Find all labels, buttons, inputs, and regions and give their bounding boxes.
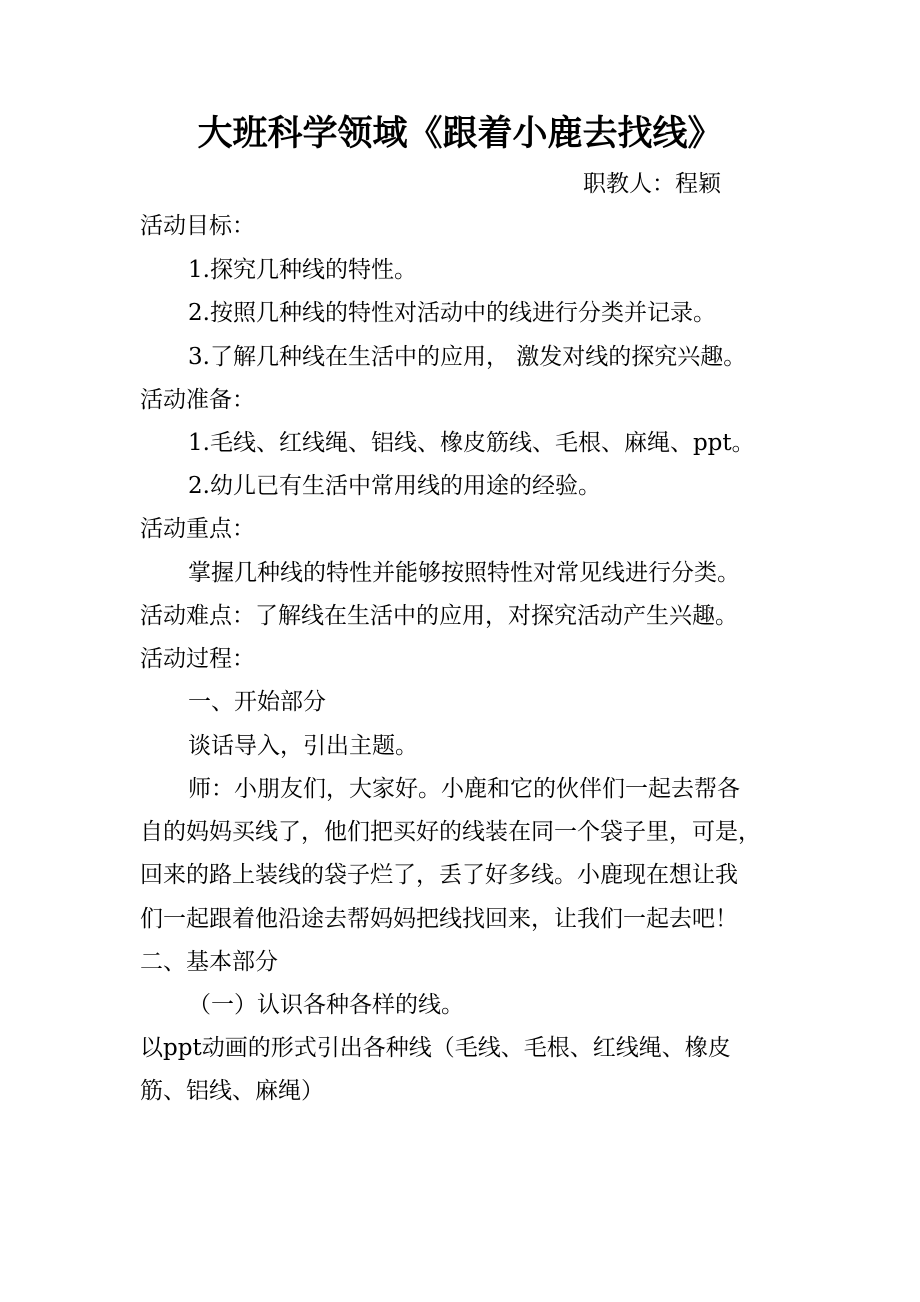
process-part-2-text-line-1: 以ppt动画的形式引出各种线（毛线、毛根、红线绳、橡皮: [140, 1035, 731, 1061]
process-part-2-heading: 二、基本部分: [140, 949, 278, 975]
teacher-speech-line-1: 师：小朋友们，大家好。小鹿和它的伙伴们一起去帮各: [188, 776, 740, 802]
section-difficulty: 活动难点：了解线在生活中的应用，对探究活动产生兴趣。: [140, 603, 738, 629]
section-heading-process: 活动过程：: [140, 646, 255, 672]
process-part-1-intro: 谈话导入，引出主题。: [188, 733, 418, 759]
goal-item-2: 2.按照几种线的特性对活动中的线进行分类并记录。: [188, 300, 716, 326]
goal-item-1: 1.探究几种线的特性。: [188, 257, 417, 283]
document-author: 职教人：程颖: [583, 171, 721, 197]
teacher-speech-line-3: 回来的路上装线的袋子烂了，丢了好多线。小鹿现在想让我: [140, 862, 738, 888]
preparation-item-1: 1.毛线、红线绳、铝线、橡皮筋线、毛根、麻绳、ppt。: [188, 430, 755, 456]
section-heading-key-point: 活动重点：: [140, 516, 255, 542]
key-point-text: 掌握几种线的特性并能够按照特性对常见线进行分类。: [188, 560, 740, 586]
process-part-2-subheading: （一）认识各种各样的线。: [188, 992, 464, 1018]
teacher-speech-line-4: 们一起跟着他沿途去帮妈妈把线找回来，让我们一起去吧！: [140, 906, 738, 932]
goal-item-3: 3.了解几种线在生活中的应用， 激发对线的探究兴趣。: [188, 344, 747, 370]
preparation-item-2: 2.幼儿已有生活中常用线的用途的经验。: [188, 473, 601, 499]
section-heading-goals: 活动目标：: [140, 213, 255, 239]
process-part-1-heading: 一、开始部分: [188, 689, 326, 715]
process-part-2-text-line-2: 筋、铝线、麻绳）: [140, 1078, 324, 1104]
document-title: 大班科学领域《跟着小鹿去找线》: [197, 114, 723, 154]
teacher-speech-line-2: 自的妈妈买线了，他们把买好的线装在同一个袋子里，可是，: [140, 819, 761, 845]
section-heading-preparation: 活动准备：: [140, 387, 255, 413]
